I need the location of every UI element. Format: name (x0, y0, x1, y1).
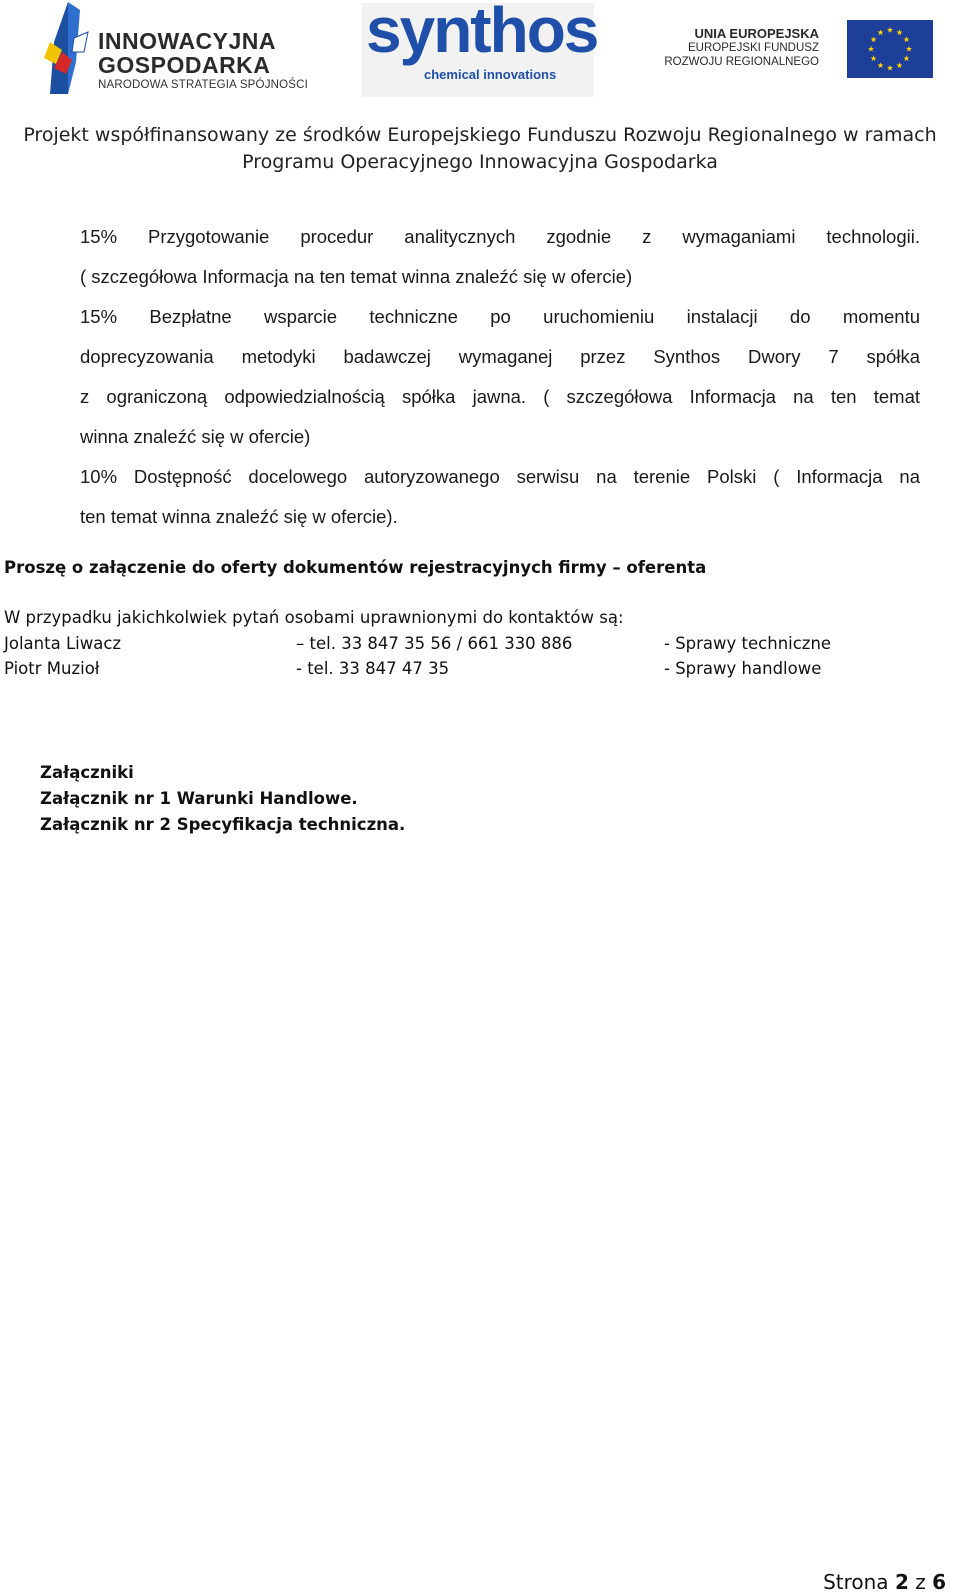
criterion-3-line-2: ten temat winna znaleźć się w ofercie). (80, 506, 398, 527)
contact-2-phone: - tel. 33 847 47 35 (296, 659, 450, 678)
request-documents-heading: Proszę o załączenie do oferty dokumentów rejestracyjnych firmy – oferenta (4, 558, 707, 577)
attachments-heading: Załączniki (40, 763, 134, 782)
synthos-wordmark: synthos (366, 0, 598, 66)
eu-line2: EUROPEJSKI FUNDUSZ (688, 42, 819, 54)
criterion-2-line-2: doprecyzowania metodyki badawczej wymaganej przez Synthos Dwory 7 spółka (80, 346, 920, 367)
synthos-tagline: chemical innovations (424, 67, 557, 82)
criterion-2-line-4: winna znaleźć się w ofercie) (80, 426, 311, 447)
project-line-1: Projekt współfinansowany ze środków Europejskiego Funduszu Rozwoju Regionalnego w ramach (23, 124, 937, 146)
contact-2-role: - Sprawy handlowe (664, 659, 822, 678)
page-number (823, 1570, 946, 1594)
ig-emblem-icon (44, 2, 98, 98)
contact-1-phone: – tel. 33 847 35 56 / 661 330 886 (296, 634, 573, 653)
page-label: Strona (823, 1570, 889, 1594)
page-total: 6 (932, 1570, 946, 1594)
attachment-1: Załącznik nr 1 Warunki Handlowe. (40, 789, 358, 808)
contacts-intro: W przypadku jakichkolwiek pytań osobami uprawnionymi do kontaktów są: (4, 608, 624, 627)
eu-flag-icon (847, 20, 933, 78)
criteria-block (80, 217, 920, 537)
eu-line3: ROZWOJU REGIONALNEGO (664, 56, 819, 68)
criterion-1-line-2: ( szczegółowa Informacja na ten temat winna znaleźć się w ofercie) (80, 266, 633, 287)
criterion-3-line-1: 10% Dostępność docelowego autoryzowanego serwisu na terenie Polski ( Informacja na (80, 466, 920, 487)
synthos-logo (362, 0, 598, 97)
ig-line1: INNOWACYJNA (98, 28, 277, 54)
project-line-2: Programu Operacyjnego Innowacyjna Gospodarka (242, 151, 718, 173)
contact-1-role: - Sprawy techniczne (664, 634, 832, 653)
attachment-2: Załącznik nr 2 Specyfikacja techniczna. (40, 815, 406, 834)
contact-1-name: Jolanta Liwacz (4, 634, 122, 653)
criterion-2-line-1: 15% Bezpłatne wsparcie techniczne po uruchomieniu instalacji do momentu (80, 306, 920, 327)
page-of: z (915, 1570, 926, 1594)
eu-line1: UNIA EUROPEJSKA (694, 26, 819, 41)
ig-line3: NARODOWA STRATEGIA SPÓJNOŚCI (98, 79, 309, 91)
page-current: 2 (894, 1570, 909, 1594)
eu-logo (664, 18, 933, 82)
criterion-1-line-1: 15% Przygotowanie procedur analitycznych zgodnie z wymaganiami technologii. (80, 226, 920, 247)
ig-line2: GOSPODARKA (98, 52, 271, 78)
contact-2-name: Piotr Muzioł (4, 659, 100, 678)
innowacyjna-gospodarka-logo (44, 2, 314, 98)
criterion-2-line-3: z ograniczoną odpowiedzialnością spółka jawna. ( szczegółowa Informacja na ten temat (80, 386, 920, 407)
